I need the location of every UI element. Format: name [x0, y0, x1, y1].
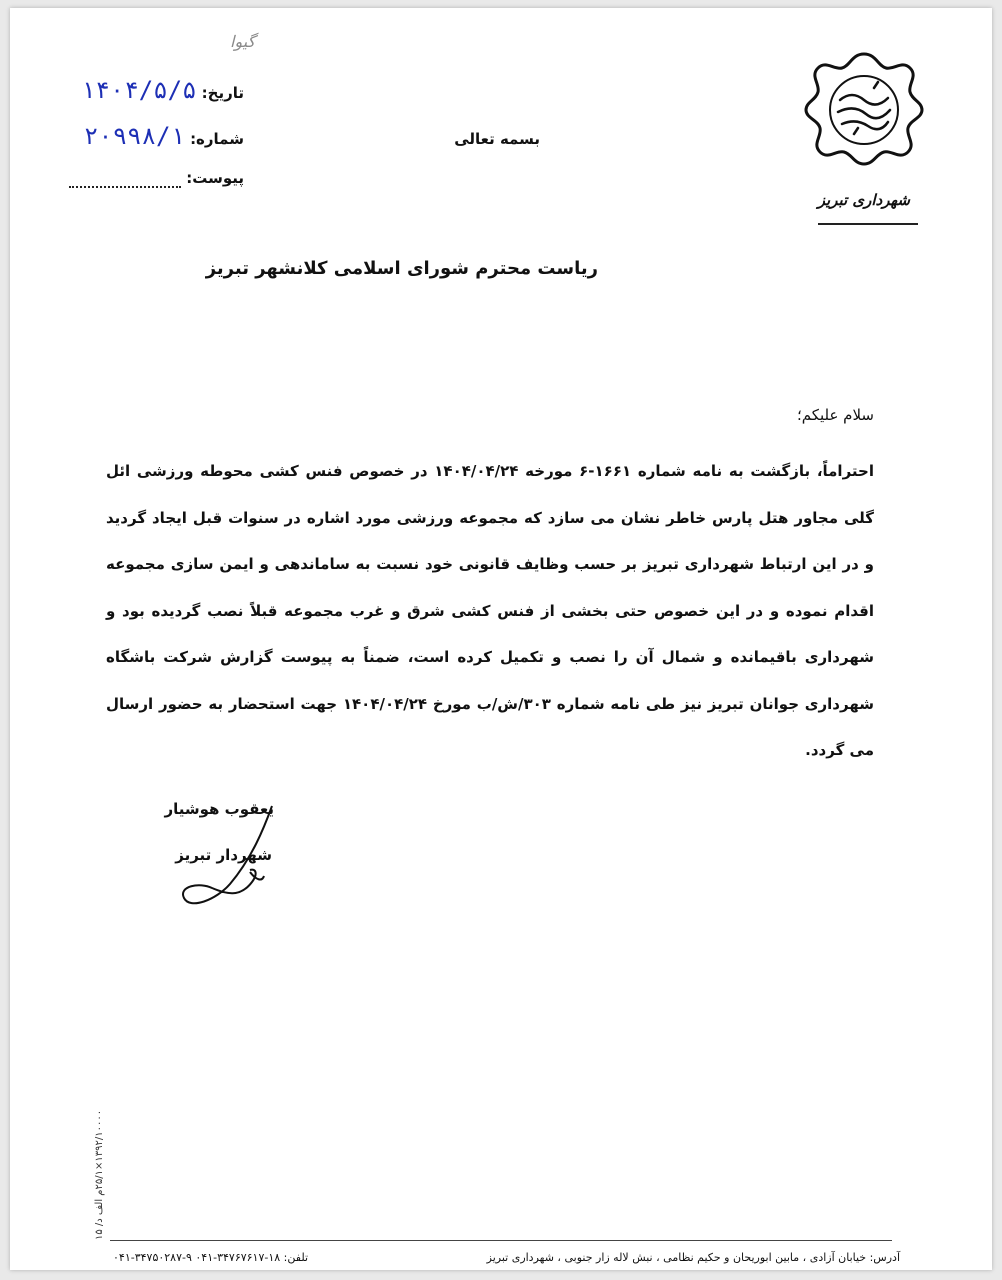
addressee: ریاست محترم شورای اسلامی کلانشهر تبریز: [205, 258, 598, 279]
attachment-blank: [69, 170, 181, 188]
invocation: بسمه تعالی: [454, 130, 540, 148]
date-value: ۱۴۰۴/۵/۵: [80, 76, 197, 104]
number-value: ۲۰۹۹۸/۱: [83, 122, 185, 150]
number-label: شماره:: [190, 130, 244, 148]
date-label: تاریخ:: [201, 84, 244, 102]
footer-address: آدرس: خیابان آزادی ، مابین ابوریحان و حکیم نظامی ، نبش لاله زار جنوبی ، شهرداری تبریز: [486, 1251, 900, 1264]
attachment-label: پیوست:: [186, 169, 244, 187]
attachment-row: [69, 168, 244, 188]
footer-divider: [110, 1240, 892, 1241]
form-code: ۱۳۹۲/۱۰۰۰۰×۲۵/۱م الف د/ ۱۵: [94, 1109, 105, 1240]
signatory-title: شهردار تبریز: [175, 846, 272, 864]
number-row: [84, 122, 244, 150]
logo-caption: شهرداری تبریز: [817, 191, 910, 209]
tabriz-municipality-logo: [804, 48, 924, 168]
date-row: [81, 76, 244, 104]
footer-phone: تلفن: ۱۸-۳۴۷۶۷۶۱۷-۰۴۱ ۹-۳۴۷۵۰۲۸۷-۰۴۱: [113, 1251, 309, 1264]
letter-page: [10, 8, 992, 1270]
greeting: سلام علیکم؛: [796, 406, 874, 424]
letter-body: احتراماً، بازگشت به نامه شماره ۱۶۶۱-۶ مورخه ۱۴۰۴/۰۴/۲۴ در خصوص فنس کشی محوطه ورزشی ائل گلی مجاور هتل پارس خاطر نشان می سازد که مجموعه ورزشی مورد اشاره در سنوات قبل ایجاد گردید و در این ارتباط شهرداری تبریز بر حسب وظایف قانونی خود نسبت به ساماندهی و ایمن سازی مجموعه اقدام نموده و در این خصوص حتی بخشی از فنس کشی شرق و غرب مجموعه قبلاً نصب گردیده بود و شهرداری باقیمانده و شمال آن را نصب و تکمیل کرده است، ضمناً به پیوست گزارش شرکت باشگاه شهرداری جوانان تبریز نیز طی نامه شماره ۳۰۳/ش/ب مورخ ۱۴۰۴/۰۴/۲۴ جهت استحضار به حضور ارسال می گردد.: [106, 462, 874, 759]
top-scribble: گیوا: [230, 32, 256, 51]
logo-underline: [818, 223, 918, 225]
signatory-name: یعقوب هوشیار: [164, 800, 274, 818]
